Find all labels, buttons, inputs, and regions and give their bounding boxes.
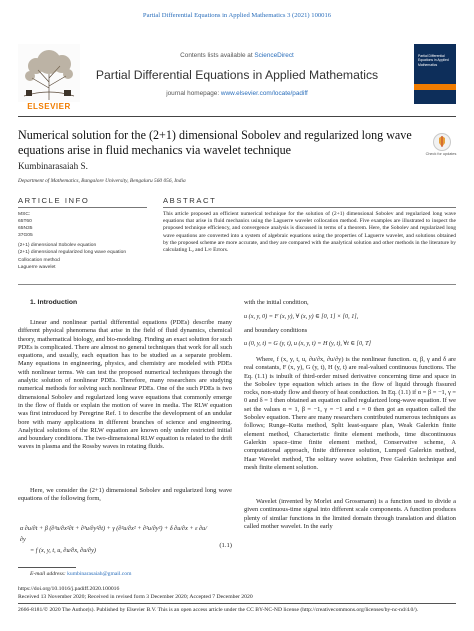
boundary-condition-equation: u (0, y, t) = G (y, t), u (x, y, t) = H (y, t), ∀t ∈ [0, T] bbox=[244, 340, 371, 347]
equation-number: (1.1) bbox=[219, 542, 232, 549]
abstract-text: This article proposed an efficient numerical technique for the solution of (2+1) dimensional Sobolev and regularized long wave equations that arise in fluid mechanics using the Laguerre wavelet collocation method. Five examples are illustrated to inspect the proposed technique efficiency, and convergence analysis is discussed in terms of a theorem. Here, the Sobolev and regularized long wave equations are converted into a system of algebraic equations using the properties of Laguerre wavelet, and solutions obtained by the proposed scheme are more accurate, and they are compared with the analytical solution and other methods in the literature by calculating L₂ and L∞ Errors. bbox=[163, 211, 456, 254]
keyword-item: Laguerre wavelet bbox=[18, 264, 56, 270]
footer-rule bbox=[18, 603, 456, 604]
email-footnote bbox=[30, 571, 131, 577]
license-footer bbox=[18, 603, 456, 625]
abstract-heading: ABSTRACT bbox=[163, 196, 217, 205]
homepage-link[interactable]: www.elsevier.com/locate/padiff bbox=[220, 90, 308, 97]
keywords-block bbox=[18, 211, 148, 271]
equation-line-2: = f (x, y, t, u, ∂u/∂x, ∂u/∂y) bbox=[30, 547, 96, 554]
article-title: Numerical solution for the (2+1) dimensional Sobolev and regularized long wave equations arise in fluid mechanics via wavelet technique bbox=[18, 128, 412, 157]
msc-code: 65T60 bbox=[18, 219, 32, 225]
cover-title: Partial Differential Equations in Applied Mathematics bbox=[418, 54, 449, 67]
author-name: Kumbinarasaiah S. bbox=[18, 161, 88, 171]
contents-prefix: Contents lists available at bbox=[180, 52, 255, 59]
elsevier-tree-logo-icon bbox=[18, 44, 80, 104]
masthead-divider bbox=[18, 116, 456, 117]
equation-1-1 bbox=[18, 515, 232, 565]
journal-title: Partial Differential Equations in Applied Mathematics bbox=[95, 68, 379, 82]
msc-code: 65N35 bbox=[18, 226, 33, 232]
body-paragraph-4: Wavelet (invented by Morlet and Grossmann) is a function used to divide a given continuous-time signal into different scale components. A function produces plenty of similar functions in the limited domain through translation and dilation called mother wavelet. In the early bbox=[244, 498, 456, 530]
msc-label: MSC: bbox=[18, 212, 31, 217]
received-dates: Received 13 November 2020; Received in revised form 3 December 2020; Accepted 7 December 2020 bbox=[18, 594, 253, 600]
abstract-rule bbox=[163, 207, 456, 208]
msc-code: 37G05 bbox=[18, 233, 33, 239]
boundary-condition-text: and boundary conditions bbox=[244, 327, 308, 334]
email-link[interactable]: kumbinarasaiah@gmail.com bbox=[67, 571, 132, 577]
license-text: 2666-8181/© 2020 The Author(s). Published by Elsevier B.V. This is an open access article under the CC BY-NC-ND license (http://creativecommons.org/licenses/by-nc-nd/4.0/). bbox=[18, 607, 419, 613]
check-updates-label: Check for updates bbox=[425, 152, 457, 156]
journal-cover-thumbnail bbox=[414, 44, 456, 104]
keyword-item: (2+1) dimensional regularized long wave equation bbox=[18, 250, 127, 256]
equation-line-1: α ∂u/∂t + β (∂³u/∂x²∂t + ∂³u/∂y²∂t) + γ (∂²u/∂x² + ∂²u/∂y²) + δ ∂u/∂x + ε ∂u/∂y bbox=[20, 525, 207, 543]
journal-reference[interactable]: Partial Differential Equations in Applied Mathematics 3 (2021) 100016 bbox=[142, 12, 332, 19]
article-info-rule bbox=[18, 207, 147, 208]
check-updates-icon bbox=[433, 133, 451, 151]
initial-condition-text: with the initial condition, bbox=[244, 299, 309, 306]
abstract-divider bbox=[18, 284, 456, 285]
introduction-paragraph-1: Linear and nonlinear partial differential equations (PDEs) describe many different physical phenomena that arise in the field of fluid dynamics, chemical theory, mathematical biology, and bio-modeling. Finding an exact solution for such PDEs is complicated. There are almost no general techniques that work for all such equations, and usually, each equation has to be studied as a separate problem. Many equations in engineering, physics, and chemistry are modeled with PDEs with nonlinear terms. We can test the proposed numerical techniques through the analytic solution of nonlinear PDEs. Therefore, many researchers are studying numerical methods for solving such nonlinear PDEs. One of the such PDEs is two dimensional Sobolev and regularized long wave equations that commonly emerge in the flow of fluids or explain the motion of wave in media. The RLW equation was first introduced by Peregrine Ref. 1 to describe the development of an undular bore with many applications in different branches of science and engineering. Analytical solutions of the RLW equation are known only under restricted initial and boundary conditions. The two-dimensional RLW equation is related to the drift waves in plasma and the Rossby waves in rotating fluids. bbox=[18, 319, 232, 451]
keyword-item: (2+1) dimensional Sobolev equation bbox=[18, 243, 97, 249]
masthead bbox=[18, 44, 456, 112]
contents-line bbox=[78, 52, 396, 59]
email-label: E-mail address: bbox=[30, 571, 68, 577]
body-paragraph-3: Where, f (x, y, t, u, ∂u/∂x, ∂u/∂y) is the nonlinear function. α, β, γ and δ are real constants, F (x, y), G (y, t), H (y, t) are real-valued continuous functions. The Eq. (1.1) is inbuilt of third-order mixed derivative concerning time and space in the Sobolev type equation which arises in the flow of liquid through fissured rocks, non-study flow and theory of heat conduction. In Eq. (1.1) if α = β = −1, γ = 0 and δ = 1 then obtained an equation called regularized long-wave equation. If we set the values α = 1, β = −1, γ = −1 and ε = 0 then got an equation called the Sobolev equation. There are many researchers contributed numerous techniques as follows; Runge–Kutta method, Split least-square plan, Weak Galerkin finite element method, Characteristic finite element methods, time discontinuous Galerkin space–time finite element method, Conservative scheme, A computational approach, finite difference solution, Lumped Galerkin method, Haar Wavelet method, The solitary wave solution, Free Galerkin technique and mesh finite element solution. bbox=[244, 356, 456, 471]
doi-link[interactable]: https://doi.org/10.1016/j.padiff.2020.100016 bbox=[18, 586, 120, 592]
author-affiliation: Department of Mathematics, Bangalore University, Bengaluru 560 056, India bbox=[18, 178, 186, 184]
article-info-heading: ARTICLE INFO bbox=[18, 196, 90, 205]
cover-accent-bar bbox=[414, 84, 456, 90]
initial-condition-equation: u (x, y, 0) = F (x, y), ∀ (x, y) ∈ [0, 1] × [0, 1], bbox=[244, 313, 359, 320]
sciencedirect-link[interactable]: ScienceDirect bbox=[254, 52, 294, 59]
publisher-wordmark: ELSEVIER bbox=[27, 102, 71, 111]
introduction-paragraph-2: Here, we consider the (2+1) dimensional Sobolev and regularized long wave equations of the following form, bbox=[18, 487, 232, 503]
homepage-line bbox=[78, 90, 396, 97]
keyword-item: Collocation method bbox=[18, 257, 60, 263]
footnote-rule bbox=[18, 567, 76, 568]
introduction-heading: 1. Introduction bbox=[30, 299, 78, 306]
check-for-updates-badge[interactable] bbox=[427, 133, 455, 167]
homepage-prefix: journal homepage: bbox=[166, 90, 221, 97]
